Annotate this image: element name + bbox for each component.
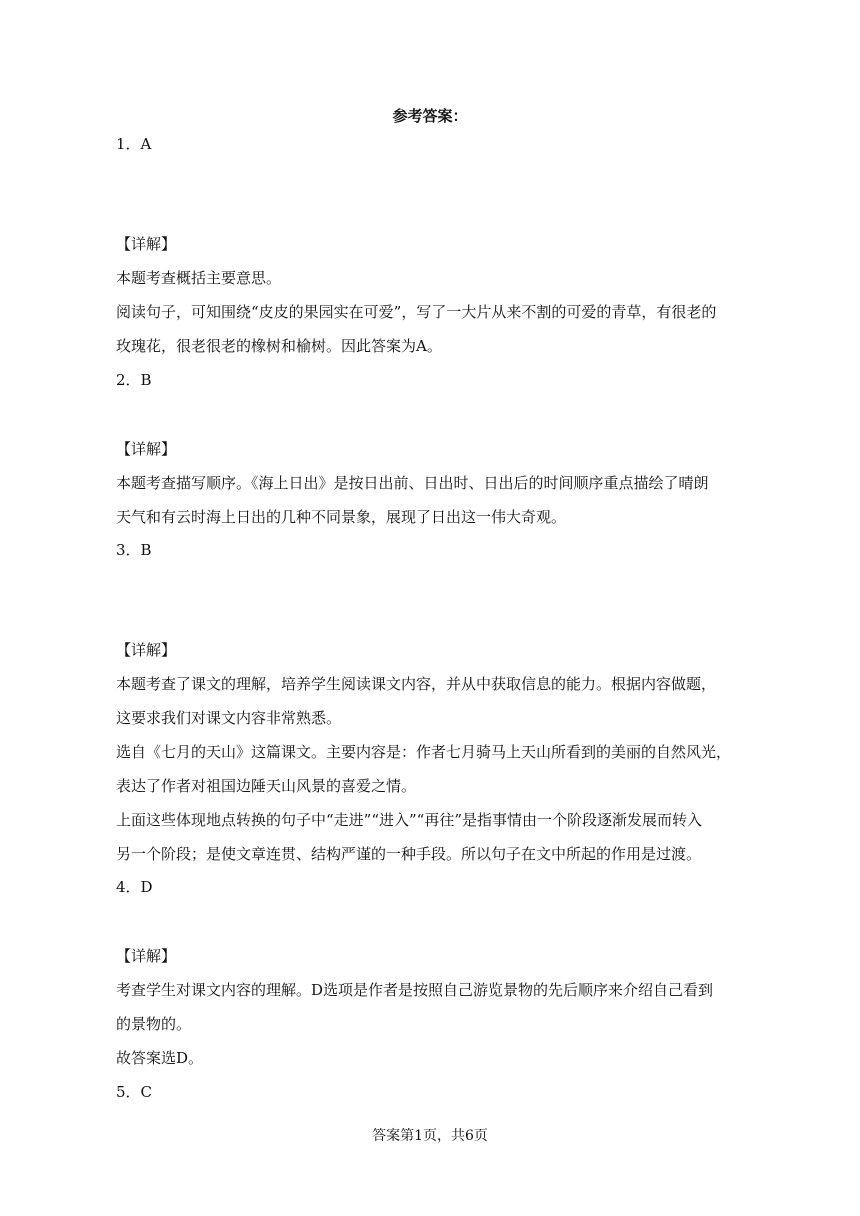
answer-4-line-2: 的景物的。 bbox=[116, 1015, 192, 1033]
answer-1-number: 1．A bbox=[116, 135, 152, 153]
answer-3-line-5: 上面这些体现地点转换的句子中“走进”“进入”“再往”是指事情由一个阶段逐渐发展而转入 bbox=[116, 811, 703, 829]
answer-4-line-3: 故答案选D。 bbox=[116, 1049, 204, 1067]
answer-3-line-1: 本题考查了课文的理解，培养学生阅读课文内容，并从中获取信息的能力。根据内容做题， bbox=[116, 675, 717, 693]
answer-2-line-1: 本题考查描写顺序。《海上日出》是按日出前、日出时、日出后的时间顺序重点描绘了晴朗 bbox=[116, 474, 709, 492]
answer-4-number: 4．D bbox=[116, 878, 153, 896]
answer-3-number: 3．B bbox=[116, 541, 152, 559]
answer-1-line-3: 玫瑰花，很老很老的橡树和榆树。因此答案为A。 bbox=[116, 337, 442, 355]
page-footer: 答案第1页，共6页 bbox=[372, 1128, 488, 1144]
answer-3-line-3: 选自《七月的天山》这篇课文。主要内容是：作者七月骑马上天山所看到的美丽的自然风光， bbox=[116, 743, 732, 761]
answer-5-number: 5．C bbox=[116, 1083, 153, 1101]
answer-3-line-2: 这要求我们对课文内容非常熟悉。 bbox=[116, 709, 342, 727]
answer-4-line-1: 考查学生对课文内容的理解。D选项是作者是按照自己游览景物的先后顺序来介绍自己看到 bbox=[116, 981, 714, 999]
answer-3-label: 【详解】 bbox=[116, 641, 177, 659]
answer-3-line-4: 表达了作者对祖国边陲天山风景的喜爱之情。 bbox=[116, 777, 417, 795]
answer-4-label: 【详解】 bbox=[116, 947, 177, 965]
page-title: 参考答案： bbox=[392, 107, 468, 125]
answer-3-line-6: 另一个阶段；是使文章连贯、结构严谨的一种手段。所以句子在文中所起的作用是过渡。 bbox=[116, 845, 702, 863]
answer-2-label: 【详解】 bbox=[116, 440, 177, 458]
answer-2-number: 2．B bbox=[116, 371, 152, 389]
answer-1-line-2: 阅读句子，可知围绕“皮皮的果园实在可爱”，写了一大片从来不割的可爱的青草，有很老的 bbox=[116, 303, 717, 321]
answer-1-label: 【详解】 bbox=[116, 235, 177, 253]
answer-1-line-1: 本题考查概括主要意思。 bbox=[116, 269, 282, 287]
answer-2-line-2: 天气和有云时海上日出的几种不同景象，展现了日出这一伟大奇观。 bbox=[116, 508, 567, 526]
